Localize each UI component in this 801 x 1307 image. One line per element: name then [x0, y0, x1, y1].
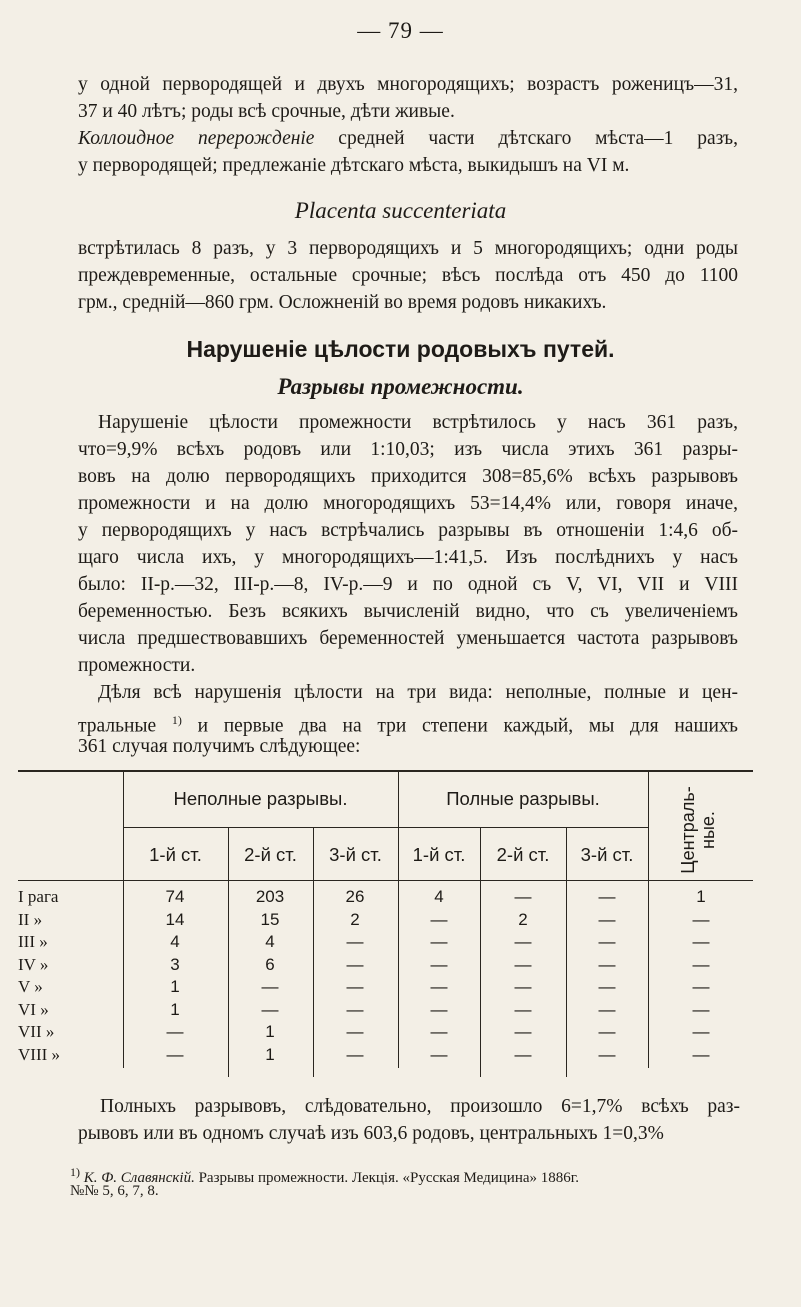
table-cell: —: [598, 977, 616, 996]
degree-header: 3-й ст.: [580, 844, 634, 865]
colloid-title: Коллоидное перерожденіе: [78, 128, 315, 149]
table-cell: 4: [170, 932, 180, 951]
table-cell: 14: [165, 909, 185, 929]
row-label: IV »: [18, 954, 49, 974]
table-cell: 2: [518, 909, 528, 929]
text-line: 361 случая получимъ слѣдующее:: [78, 736, 361, 757]
table-cell: —: [430, 954, 448, 974]
degree-header: 1-й ст.: [149, 844, 202, 865]
complete-group-header: Полные разрывы.: [446, 788, 600, 809]
table-cell: 1: [265, 1022, 275, 1041]
text-line: грм., средній—860 грм. Осложненій во время родовъ никакихъ.: [78, 292, 607, 313]
text-line: преждевременные, остальные срочные; вѣсъ послѣда отъ 450 до 1100: [78, 265, 738, 286]
row-label: VIII »: [18, 1044, 61, 1064]
table-cell: —: [430, 909, 448, 929]
table-cell: 1: [696, 887, 706, 906]
table-vrule: [648, 770, 649, 1068]
text-line: рывовъ или въ одномъ случаѣ изъ 603,6 родовъ, центральныхъ 1=0,3%: [78, 1123, 664, 1144]
degree-header: 1-й ст.: [412, 844, 466, 865]
text-line: беременностью. Безъ всякихъ вычисленій видно, что съ увеличеніемъ: [78, 601, 738, 622]
table-cell: —: [598, 932, 616, 951]
text-line: числа предшествовавшихъ беременностей уменьшается частота разрывовъ: [78, 628, 738, 649]
text-span: и первые два на три степени каждый, мы для нашихъ: [181, 715, 738, 737]
table-cell: 2: [350, 909, 360, 929]
section-heading: Нарушеніе цѣлости родовыхъ путей.: [186, 336, 615, 362]
row-label: V »: [18, 977, 43, 996]
row-label: II »: [18, 909, 43, 929]
central-label: Централь- ные.: [678, 786, 718, 874]
footnote-line2: №№ 5, 6, 7, 8.: [70, 1183, 159, 1199]
text-line: промежности.: [78, 655, 196, 676]
table-cell: 1: [170, 977, 180, 996]
table-header-rule: [18, 880, 753, 881]
table-cell: —: [598, 909, 616, 929]
row-label: VII »: [18, 1022, 55, 1041]
table-cell: —: [692, 977, 710, 996]
text-line: у первородящей; предлежаніе дѣтскаго мѣста, выкидышъ на VI м.: [78, 155, 630, 176]
table-cell: —: [692, 932, 710, 951]
table-cell: 203: [255, 887, 285, 906]
table-cell: —: [598, 999, 616, 1019]
table-cell: —: [430, 1044, 448, 1064]
text-line: встрѣтилась 8 разъ, у 3 первородящихъ и 5 многородящихъ; одни роды: [78, 238, 738, 259]
table-cell: —: [430, 932, 448, 951]
row-label: VI »: [18, 999, 49, 1019]
text-line: Полныхъ разрывовъ, слѣдовательно, произошло 6=1,7% всѣхъ раз-: [100, 1096, 740, 1117]
table-cell: —: [514, 932, 532, 951]
table-cell: 26: [345, 887, 365, 906]
table-cell: —: [514, 954, 532, 974]
table-cell: —: [692, 1044, 710, 1064]
table-cell: —: [430, 977, 448, 996]
table-cell: —: [598, 887, 616, 906]
text-line: что=9,9% всѣхъ родовъ или 1:10,03; изъ числа этихъ 361 разры-: [78, 439, 738, 460]
table-cell: —: [514, 887, 532, 906]
text-line: было: II-р.—32, III-р.—8, IV-р.—9 и по одной съ V, VI, VII и VIII: [78, 574, 738, 595]
table-cell: 74: [165, 887, 185, 906]
table-cell: —: [514, 1044, 532, 1064]
table-cell: —: [598, 954, 616, 974]
section-subheading: Разрывы промежности.: [277, 374, 524, 399]
table-cell: —: [598, 1022, 616, 1041]
table-cell: —: [261, 999, 279, 1019]
table-cell: —: [346, 954, 364, 974]
central-header: [678, 776, 722, 884]
text-line: Дѣля всѣ нарушенія цѣлости на три вида: неполные, полные и цен-: [98, 682, 738, 703]
footnote-ref: 1): [171, 713, 182, 727]
table-cell: —: [261, 977, 279, 996]
footnote-mark: 1): [70, 1165, 80, 1179]
text-line: щаго числа ихъ, у многородящихъ—1:41,5. Изъ послѣднихъ у насъ: [78, 547, 738, 568]
table-cell: 15: [260, 909, 280, 929]
colloid-rest: средней части дѣтскаго мѣста—1 разъ,: [314, 128, 739, 149]
text-line: у первородящихъ у насъ встрѣчались разрывы въ отношеніи 1:4,6 об-: [78, 520, 738, 541]
table-cell: —: [430, 1022, 448, 1041]
text-line: Нарушеніе цѣлости промежности встрѣтилось у насъ 361 разъ,: [98, 412, 738, 433]
table-cell: 4: [265, 932, 275, 951]
table-cell: —: [514, 999, 532, 1019]
table-cell: —: [692, 1022, 710, 1041]
table-cell: 6: [265, 954, 275, 974]
row-label: I рага: [18, 887, 59, 906]
table-cell: 1: [170, 999, 180, 1019]
table-top-rule: [18, 770, 753, 772]
table-cell: —: [346, 999, 364, 1019]
table-cell: 1: [265, 1044, 275, 1064]
colloid-line: [78, 126, 738, 152]
text-line: у одной первородящей и двухъ многородящихъ; возрастъ роженицъ—31,: [78, 74, 738, 95]
table-cell: —: [346, 1044, 364, 1064]
table-cell: —: [166, 1022, 184, 1041]
text-line: 37 и 40 лѣтъ; роды всѣ срочные, дѣти живые.: [78, 101, 455, 122]
page-number: — 79 —: [357, 18, 444, 43]
footnote-author: К. Ф. Славянскій.: [83, 1170, 195, 1186]
table-cell: —: [346, 1022, 364, 1041]
degree-header: 2-й ст.: [496, 844, 550, 865]
table-cell: —: [166, 1044, 184, 1064]
table-mid-rule: [123, 827, 648, 828]
table-cell: —: [430, 999, 448, 1019]
table-cell: —: [514, 977, 532, 996]
placenta-title: Placenta succenteriata: [294, 198, 507, 223]
text-span: тральные: [78, 715, 172, 737]
table-cell: —: [692, 909, 710, 929]
table-cell: 4: [434, 887, 444, 906]
table-cell: —: [692, 954, 710, 974]
text-line: промежности и на долю многородящихъ 53=14,4% или, говоря иначе,: [78, 493, 738, 514]
table-cell: —: [514, 1022, 532, 1041]
table-cell: —: [598, 1044, 616, 1064]
table-cell: —: [346, 977, 364, 996]
incomplete-group-header: Неполные разрывы.: [173, 788, 348, 809]
table-vrule: [123, 770, 124, 1068]
table-vrule: [398, 770, 399, 1068]
tears-table: [18, 770, 753, 1070]
table-cell: 3: [170, 954, 180, 974]
degree-header: 2-й ст.: [244, 844, 297, 865]
footnote-text: Разрывы промежности. Лекція. «Русская Медицина» 1886г.: [194, 1170, 579, 1186]
row-label: III »: [18, 932, 48, 951]
table-cell: —: [346, 932, 364, 951]
table-cell: —: [692, 999, 710, 1019]
text-line: вовъ на долю первородящихъ приходится 308=85,6% всѣхъ разрывовъ: [78, 466, 738, 487]
degree-header: 3-й ст.: [329, 844, 382, 865]
